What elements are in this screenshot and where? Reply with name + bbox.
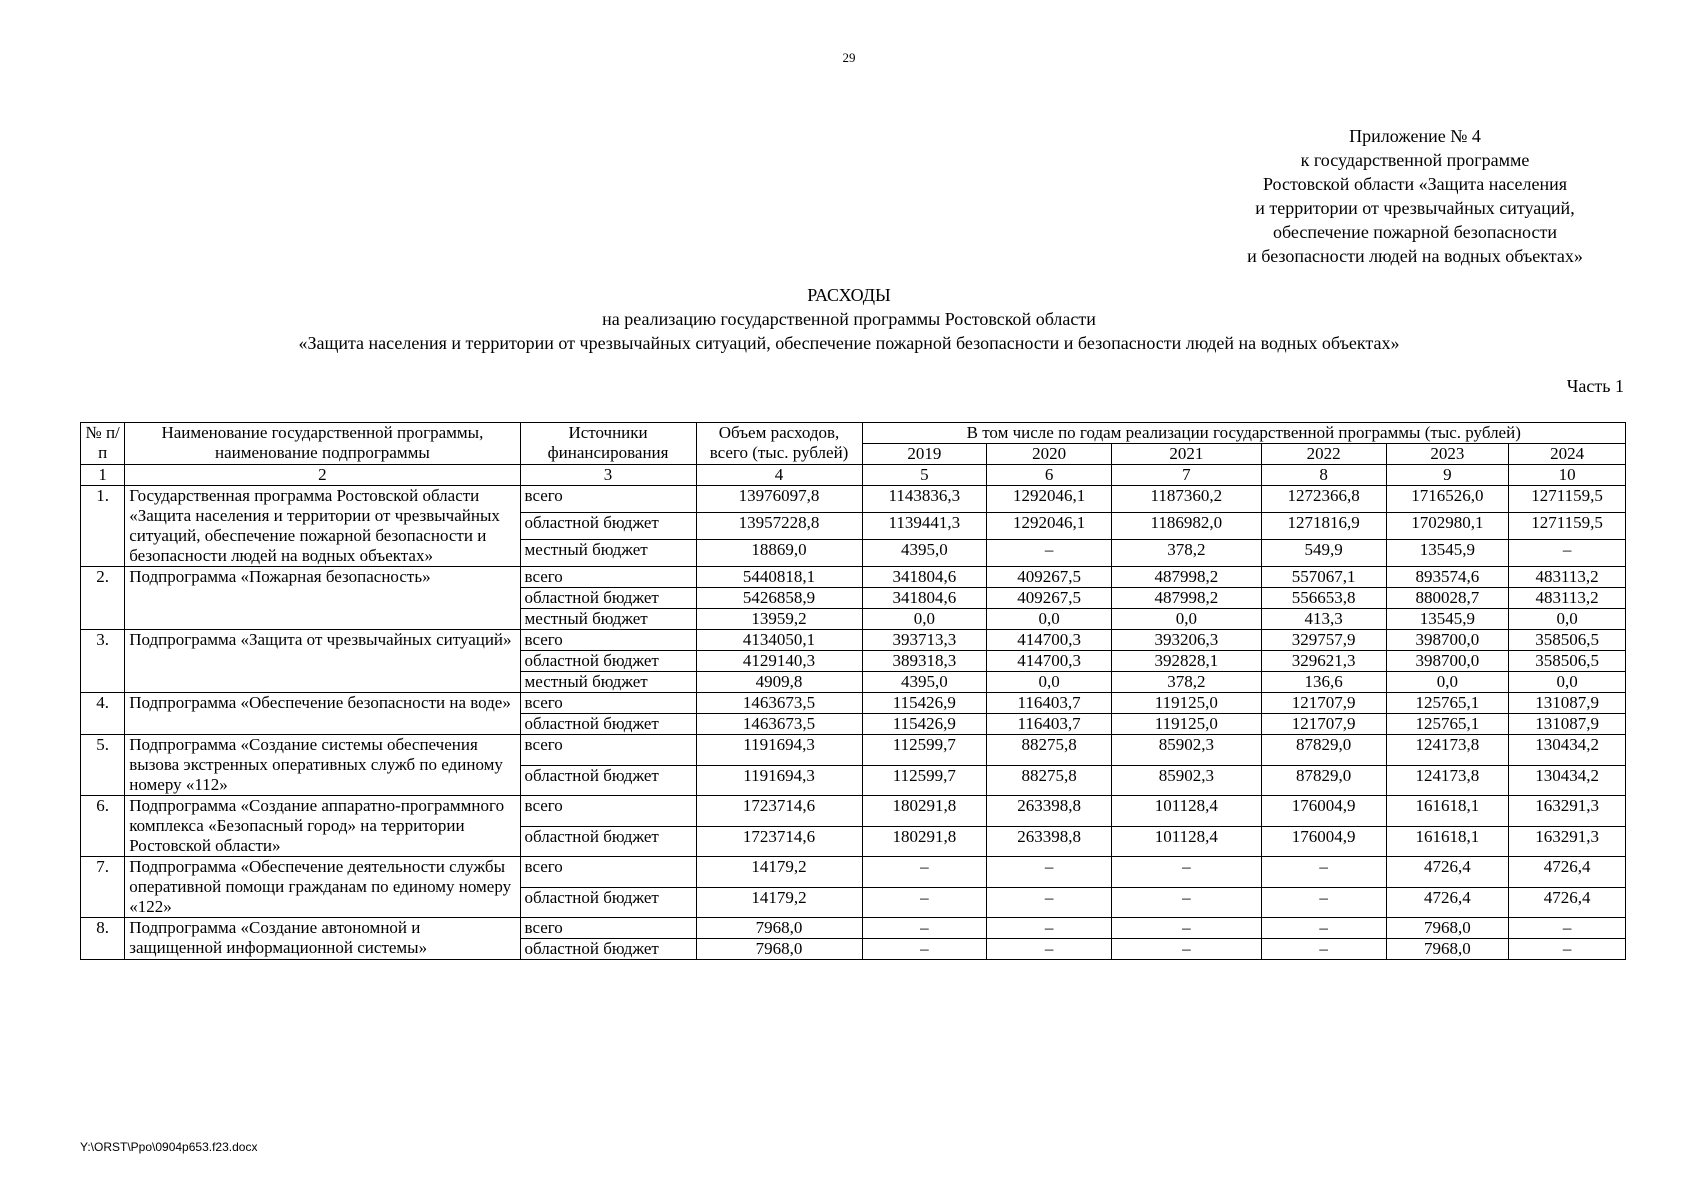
program-number: 3. <box>81 630 125 693</box>
year-amount: 112599,7 <box>862 765 987 796</box>
year-amount: 893574,6 <box>1386 567 1509 588</box>
program-name: Подпрограмма «Защита от чрезвычайных ситуаций» <box>125 630 520 693</box>
year-amount: 125765,1 <box>1386 714 1509 735</box>
year-amount: 1702980,1 <box>1386 513 1509 540</box>
total-amount: 14179,2 <box>696 887 862 918</box>
table-row <box>81 918 1626 939</box>
year-amount: 4726,4 <box>1509 857 1626 888</box>
year-amount: 115426,9 <box>862 714 987 735</box>
funding-source: областной бюджет <box>520 651 696 672</box>
column-number: 9 <box>1386 465 1509 486</box>
year-amount: 378,2 <box>1111 672 1261 693</box>
year-amount: – <box>862 918 987 939</box>
part-label: Часть 1 <box>1566 376 1624 396</box>
year-amount: 116403,7 <box>987 714 1112 735</box>
funding-source: всего <box>520 796 696 827</box>
year-amount: 1139441,3 <box>862 513 987 540</box>
year-amount: 483113,2 <box>1509 588 1626 609</box>
appendix-line: к государственной программе <box>1300 150 1530 170</box>
year-amount: 136,6 <box>1261 672 1386 693</box>
total-amount: 1191694,3 <box>696 735 862 766</box>
funding-source: областной бюджет <box>520 887 696 918</box>
appendix-line: обеспечение пожарной безопасности <box>1272 222 1557 242</box>
year-amount: 1292046,1 <box>987 486 1112 513</box>
year-amount: – <box>1509 939 1626 960</box>
column-number: 3 <box>520 465 696 486</box>
year-amount: 101128,4 <box>1111 826 1261 857</box>
year-amount: 112599,7 <box>862 735 987 766</box>
year-amount: 409267,5 <box>987 588 1112 609</box>
funding-source: областной бюджет <box>520 826 696 857</box>
column-number: 5 <box>862 465 987 486</box>
total-amount: 1463673,5 <box>696 714 862 735</box>
year-amount: 7968,0 <box>1386 939 1509 960</box>
title-subtitle: на реализацию государственной программы Ростовской области <box>602 309 1096 329</box>
header-year: 2024 <box>1509 444 1626 465</box>
total-amount: 7968,0 <box>696 939 862 960</box>
year-amount: 119125,0 <box>1111 693 1261 714</box>
year-amount: – <box>1111 887 1261 918</box>
column-number: 10 <box>1509 465 1626 486</box>
year-amount: 88275,8 <box>987 735 1112 766</box>
program-name: Подпрограмма «Обеспечение безопасности на воде» <box>125 693 520 735</box>
year-amount: 180291,8 <box>862 796 987 827</box>
year-amount: 549,9 <box>1261 540 1386 567</box>
year-amount: 161618,1 <box>1386 826 1509 857</box>
year-amount: – <box>862 939 987 960</box>
year-amount: 413,3 <box>1261 609 1386 630</box>
funding-source: всего <box>520 918 696 939</box>
appendix-line: и безопасности людей на водных объектах» <box>1247 246 1583 266</box>
year-amount: – <box>862 857 987 888</box>
year-amount: 85902,3 <box>1111 735 1261 766</box>
year-amount: 101128,4 <box>1111 796 1261 827</box>
program-number: 1. <box>81 486 125 567</box>
year-amount: 1271159,5 <box>1509 486 1626 513</box>
year-amount: 85902,3 <box>1111 765 1261 796</box>
header-year: 2021 <box>1111 444 1261 465</box>
year-amount: 398700,0 <box>1386 651 1509 672</box>
program-number: 7. <box>81 857 125 918</box>
year-amount: – <box>1111 857 1261 888</box>
program-number: 6. <box>81 796 125 857</box>
program-name: Подпрограмма «Создание автономной и защищенной информационной системы» <box>125 918 520 960</box>
year-amount: 557067,1 <box>1261 567 1386 588</box>
program-number: 8. <box>81 918 125 960</box>
appendix-note <box>1230 124 1600 268</box>
year-amount: 483113,2 <box>1509 567 1626 588</box>
total-amount: 13959,2 <box>696 609 862 630</box>
year-amount: 414700,3 <box>987 630 1112 651</box>
year-amount: 163291,3 <box>1509 826 1626 857</box>
year-amount: 263398,8 <box>987 796 1112 827</box>
year-amount: 4726,4 <box>1509 887 1626 918</box>
year-amount: 4726,4 <box>1386 887 1509 918</box>
year-amount: – <box>1261 857 1386 888</box>
year-amount: 180291,8 <box>862 826 987 857</box>
year-amount: 0,0 <box>1509 609 1626 630</box>
year-amount: 1271816,9 <box>1261 513 1386 540</box>
year-amount: 161618,1 <box>1386 796 1509 827</box>
funding-source: всего <box>520 857 696 888</box>
year-amount: 7968,0 <box>1386 918 1509 939</box>
year-amount: 131087,9 <box>1509 714 1626 735</box>
year-amount: 0,0 <box>1509 672 1626 693</box>
funding-source: областной бюджет <box>520 939 696 960</box>
funding-source: всего <box>520 567 696 588</box>
funding-source: всего <box>520 486 696 513</box>
year-amount: – <box>1509 918 1626 939</box>
table-row <box>81 693 1626 714</box>
year-amount: 341804,6 <box>862 567 987 588</box>
table-row <box>81 486 1626 513</box>
year-amount: 124173,8 <box>1386 765 1509 796</box>
year-amount: 130434,2 <box>1509 765 1626 796</box>
year-amount: 130434,2 <box>1509 735 1626 766</box>
year-amount: 163291,3 <box>1509 796 1626 827</box>
column-number: 4 <box>696 465 862 486</box>
column-number: 1 <box>81 465 125 486</box>
year-amount: – <box>987 887 1112 918</box>
year-amount: 4395,0 <box>862 672 987 693</box>
year-amount: – <box>987 540 1112 567</box>
year-amount: 0,0 <box>862 609 987 630</box>
funding-source: областной бюджет <box>520 765 696 796</box>
year-amount: 1186982,0 <box>1111 513 1261 540</box>
year-amount: 409267,5 <box>987 567 1112 588</box>
appendix-line: Ростовской области «Защита населения <box>1262 174 1568 194</box>
year-amount: 389318,3 <box>862 651 987 672</box>
year-amount: 1272366,8 <box>1261 486 1386 513</box>
header-year: 2019 <box>862 444 987 465</box>
total-amount: 13957228,8 <box>696 513 862 540</box>
year-amount: – <box>862 887 987 918</box>
header-name: Наименование государственной программы, наименование подпрограммы <box>125 423 520 465</box>
year-amount: 393206,3 <box>1111 630 1261 651</box>
program-number: 5. <box>81 735 125 796</box>
column-number: 7 <box>1111 465 1261 486</box>
total-amount: 1191694,3 <box>696 765 862 796</box>
year-amount: 176004,9 <box>1261 826 1386 857</box>
total-amount: 5440818,1 <box>696 567 862 588</box>
header-years-group: В том числе по годам реализации государственной программы (тыс. рублей) <box>862 423 1626 444</box>
total-amount: 4129140,3 <box>696 651 862 672</box>
page-number: 29 <box>842 50 856 65</box>
program-name: Подпрограмма «Обеспечение деятельности службы оперативной помощи гражданам по единому номеру «122» <box>125 857 520 918</box>
column-number: 8 <box>1261 465 1386 486</box>
year-amount: 1292046,1 <box>987 513 1112 540</box>
column-number: 6 <box>987 465 1112 486</box>
header-year: 2022 <box>1261 444 1386 465</box>
header-year: 2023 <box>1386 444 1509 465</box>
title-heading: РАСХОДЫ <box>807 285 891 305</box>
total-amount: 1723714,6 <box>696 796 862 827</box>
total-amount: 5426858,9 <box>696 588 862 609</box>
funding-source: всего <box>520 693 696 714</box>
year-amount: 0,0 <box>1386 672 1509 693</box>
year-amount: 358506,5 <box>1509 630 1626 651</box>
year-amount: 124173,8 <box>1386 735 1509 766</box>
table-row <box>81 567 1626 588</box>
header-year: 2020 <box>987 444 1112 465</box>
funding-source: местный бюджет <box>520 672 696 693</box>
year-amount: 125765,1 <box>1386 693 1509 714</box>
year-amount: 88275,8 <box>987 765 1112 796</box>
year-amount: 176004,9 <box>1261 796 1386 827</box>
table-row <box>81 857 1626 888</box>
document-title <box>0 283 1698 355</box>
year-amount: 1716526,0 <box>1386 486 1509 513</box>
year-amount: 87829,0 <box>1261 765 1386 796</box>
total-amount: 1463673,5 <box>696 693 862 714</box>
year-amount: – <box>987 857 1112 888</box>
year-amount: – <box>1509 540 1626 567</box>
year-amount: 487998,2 <box>1111 567 1261 588</box>
total-amount: 14179,2 <box>696 857 862 888</box>
total-amount: 13976097,8 <box>696 486 862 513</box>
total-amount: 4909,8 <box>696 672 862 693</box>
funding-source: всего <box>520 735 696 766</box>
year-amount: – <box>987 939 1112 960</box>
year-amount: 121707,9 <box>1261 693 1386 714</box>
year-amount: 4726,4 <box>1386 857 1509 888</box>
year-amount: – <box>1261 939 1386 960</box>
total-amount: 18869,0 <box>696 540 862 567</box>
year-amount: 329621,3 <box>1261 651 1386 672</box>
year-amount: 13545,9 <box>1386 609 1509 630</box>
table-body <box>81 486 1626 960</box>
table-row <box>81 796 1626 827</box>
year-amount: 1143836,3 <box>862 486 987 513</box>
year-amount: – <box>1111 918 1261 939</box>
year-amount: 393713,3 <box>862 630 987 651</box>
funding-source: областной бюджет <box>520 588 696 609</box>
year-amount: – <box>1261 887 1386 918</box>
year-amount: 131087,9 <box>1509 693 1626 714</box>
year-amount: 1187360,2 <box>1111 486 1261 513</box>
program-name: Подпрограмма «Создание системы обеспечения вызова экстренных оперативных служб по единому номеру «112» <box>125 735 520 796</box>
year-amount: 358506,5 <box>1509 651 1626 672</box>
year-amount: 87829,0 <box>1261 735 1386 766</box>
year-amount: 0,0 <box>987 672 1112 693</box>
file-path-footer: Y:\ORST\Ppo\0904p653.f23.docx <box>80 1140 258 1154</box>
total-amount: 7968,0 <box>696 918 862 939</box>
year-amount: 4395,0 <box>862 540 987 567</box>
total-amount: 1723714,6 <box>696 826 862 857</box>
funding-source: всего <box>520 630 696 651</box>
year-amount: 556653,8 <box>1261 588 1386 609</box>
year-amount: 880028,7 <box>1386 588 1509 609</box>
year-amount: 115426,9 <box>862 693 987 714</box>
year-amount: 121707,9 <box>1261 714 1386 735</box>
year-amount: 0,0 <box>1111 609 1261 630</box>
program-number: 2. <box>81 567 125 630</box>
column-number-row <box>81 465 1626 486</box>
funding-source: местный бюджет <box>520 540 696 567</box>
year-amount: 116403,7 <box>987 693 1112 714</box>
funding-source: местный бюджет <box>520 609 696 630</box>
program-name: Подпрограмма «Пожарная безопасность» <box>125 567 520 630</box>
year-amount: 1271159,5 <box>1509 513 1626 540</box>
year-amount: 119125,0 <box>1111 714 1261 735</box>
year-amount: 263398,8 <box>987 826 1112 857</box>
year-amount: 341804,6 <box>862 588 987 609</box>
program-number: 4. <box>81 693 125 735</box>
year-amount: 414700,3 <box>987 651 1112 672</box>
program-name: Подпрограмма «Создание аппаратно-программного комплекса «Безопасный город» на территории Ростовской области» <box>125 796 520 857</box>
header-total: Объем расходов, всего (тыс. рублей) <box>696 423 862 465</box>
table-row <box>81 630 1626 651</box>
year-amount: – <box>987 918 1112 939</box>
year-amount: 0,0 <box>987 609 1112 630</box>
year-amount: 392828,1 <box>1111 651 1261 672</box>
expenses-table <box>80 422 1626 960</box>
funding-source: областной бюджет <box>520 513 696 540</box>
year-amount: – <box>1111 939 1261 960</box>
year-amount: 487998,2 <box>1111 588 1261 609</box>
title-program-name: «Защита населения и территории от чрезвычайных ситуаций, обеспечение пожарной безопасности и безопасности людей на водных объектах» <box>298 333 1400 353</box>
year-amount: – <box>1261 918 1386 939</box>
table-row <box>81 735 1626 766</box>
header-source: Источники финансирования <box>520 423 696 465</box>
total-amount: 4134050,1 <box>696 630 862 651</box>
appendix-line: и территории от чрезвычайных ситуаций, <box>1255 198 1575 218</box>
year-amount: 378,2 <box>1111 540 1261 567</box>
year-amount: 329757,9 <box>1261 630 1386 651</box>
header-no: № п/п <box>81 423 125 465</box>
program-name: Государственная программа Ростовской области «Защита населения и территории от чрезвычайных ситуаций, обеспечение пожарной безопасности и безопасности людей на водных объектах» <box>125 486 520 567</box>
year-amount: 13545,9 <box>1386 540 1509 567</box>
appendix-line: Приложение № 4 <box>1349 126 1481 146</box>
funding-source: областной бюджет <box>520 714 696 735</box>
column-number: 2 <box>125 465 520 486</box>
year-amount: 398700,0 <box>1386 630 1509 651</box>
